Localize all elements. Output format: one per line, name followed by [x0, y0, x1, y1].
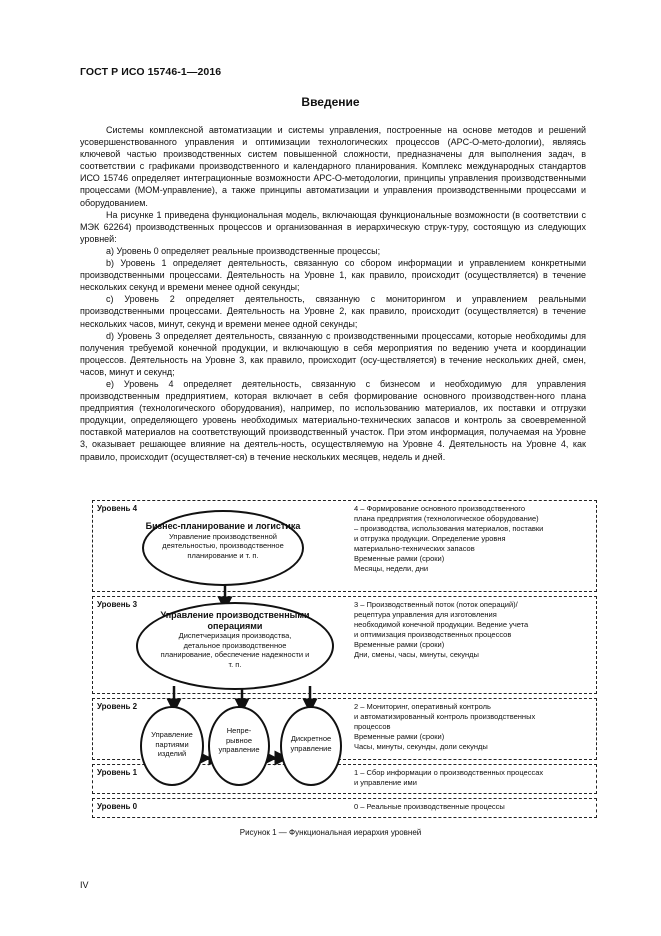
- discrete-control-ellipse: Дискретное управление: [280, 706, 342, 786]
- operations-management-ellipse: Управление производственными операциями Диспетчеризация производства, детальное производственное планирование, обеспечение надежности и т. п.: [136, 602, 334, 690]
- level-label: Уровень 2: [97, 702, 138, 711]
- batch-control-ellipse: Управление партиями изделий: [140, 706, 204, 786]
- level-label: Уровень 1: [97, 768, 138, 777]
- level-desc: 0 – Реальные производственные процессы: [354, 802, 505, 811]
- paragraph: e) Уровень 4 определяет деятельность, связанную с бизнесом и необходимую для управления производственным предприятием, которая включает в себя формирование основного производствен-ного плана предприятия (технологического оборудования), например, по использованию материалов, их поставки и отгрузки продукции, определяющего уровень необходимых материально-технических запасов и контроль за своевременной поставкой материалов на соответствующий производственный участок. При этом информация, получаемая на Уровне 3, оказывает решающее влияние на деятель-ность, осуществляемую на Уровне 4. Деятельность на Уровне 4, как правило, происходит (осуществляет-ся) в течение нескольких месяцев, недель и дней.: [80, 378, 586, 462]
- section-title: Введение: [301, 95, 360, 109]
- figure-caption: Рисунок 1 — Функциональная иерархия уровней: [239, 828, 422, 837]
- paragraph: c) Уровень 2 определяет деятельность, связанную с мониторингом и управлением реальными производственными процессами. Деятельность на Уровне 2, как правило, происходит (осуществляется) в течение нескольких часов, минут, секунд и времени менее одной секунды;: [80, 294, 586, 329]
- paragraph: d) Уровень 3 определяет деятельность, связанную с производственными процессами, которые необходимы для получения требуемой конечной продукции, и включающую в себя мероприятия по ведению учета и координации процессов. Деятельность на Уровне 3, как правило, происходит (осу-ществляется) в течение нескольких дней, смен, часов, минут и секунд;: [80, 330, 586, 377]
- paragraph: a) Уровень 0 определяет реальные производственные процессы;: [106, 245, 381, 256]
- paragraph: На рисунке 1 приведена функциональная модель, включающая функциональные возможности (в соответствии с МЭК 62264) производственных процессов и организованная в иерархическую струк-туру, состоящую из следующих уровней:: [80, 209, 586, 244]
- page-number: IV: [80, 880, 89, 890]
- level-label: Уровень 4: [97, 504, 138, 513]
- business-planning-ellipse: Бизнес-планирование и логистика Управление производственной деятельностью, производственное планирование и т. п.: [142, 510, 304, 586]
- level-desc: 4 – Формирование основного производственного плана предприятия (технологическое оборудование) – производства, использования материалов, поставки и отгрузка продукции. Определение уровня материально-технических запасов Временные рамки (сроки) Месяцы, недели, дни: [354, 504, 544, 573]
- level-desc: 3 – Производственный поток (поток операций)/ рецептура управления для изготовления необходимой конечной продукции. Ведение учета и оптимизация производственных процессов Временные рамки (сроки) Дни, смены, часы, минуты, секунды: [354, 600, 529, 659]
- document-header: ГОСТ Р ИСО 15746-1—2016: [80, 66, 222, 78]
- level-label: Уровень 0: [97, 802, 138, 811]
- paragraph: Системы комплексной автоматизации и системы управления, построенные на основе методов и решений усовершенствованного управления и оптимизации технологических процессов (АРС-О-мето-дологии), являясь ключевой частью производственных систем повышенной сложности, предназначены для выполнения задач, в соответствии с графиками производственного и календарного планирования. Комплекс международных стандартов ИСО 15746 определяет интеграционные возможности АРС-О-методологии, принципы управления производственными процессами (МОМ-управление), а также принципы автоматизации и управления производственными процессами и оборудованием.: [80, 125, 586, 208]
- level-desc: 1 – Сбор информации о производственных процессах и управление ими: [354, 768, 544, 787]
- level-label: Уровень 3: [97, 600, 138, 609]
- hierarchy-figure: [92, 500, 599, 820]
- paragraph: b) Уровень 1 определяет деятельность, связанную со сбором информации и управлением конкретными производственными процессами. Деятельность на Уровне 1, как правило, происходит (осуществляется) в течение нескольких секунд и времени менее одной секунды;: [80, 258, 586, 293]
- continuous-control-ellipse: Непре-рывное управление: [208, 706, 270, 786]
- body-text: [80, 124, 586, 463]
- level-desc: 2 – Мониторинг, оперативный контроль и автоматизированный контроль производственных процессов Временные рамки (сроки) Часы, минуты, секунды, доли секунды: [354, 702, 536, 751]
